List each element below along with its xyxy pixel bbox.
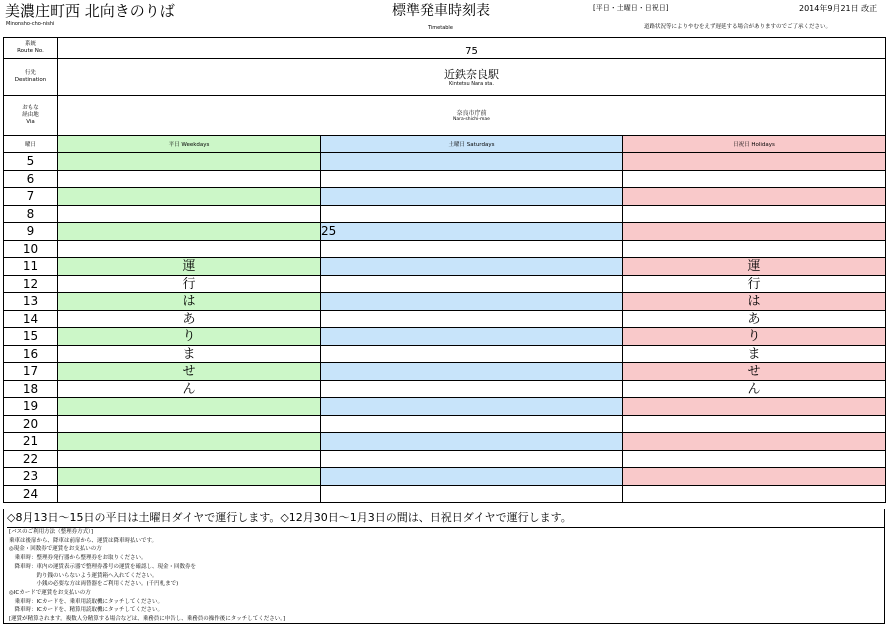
hour-row — [4, 450, 886, 468]
column-header-row — [4, 136, 886, 153]
no-service-char: ん — [182, 381, 196, 397]
saturdays-departures-cell — [321, 205, 623, 223]
weekdays-departures-cell — [58, 240, 321, 258]
hour-label: 22 — [4, 450, 58, 468]
day-types-label: [平日・土曜日・日祝日] — [593, 4, 669, 12]
route-number: 75 — [465, 45, 478, 57]
fare-instructions — [7, 527, 885, 624]
destination-value-cell — [58, 59, 886, 96]
no-service-char: は — [747, 294, 761, 309]
weekdays-departures-cell — [58, 293, 321, 311]
holidays-departures-cell — [623, 153, 886, 171]
saturdays-departures-cell — [321, 363, 623, 381]
route-value-cell — [58, 38, 886, 59]
saturdays-departures-cell — [321, 293, 623, 311]
route-label: 系統 — [24, 41, 36, 47]
hour-label: 24 — [4, 485, 58, 503]
fare-instruction-line: 乗車時：ICカードを、乗車用読取機にタッチしてください。 — [9, 598, 163, 605]
no-service-char: せ — [182, 364, 196, 379]
timetable-table — [3, 37, 886, 503]
holidays-departures-cell — [623, 310, 886, 328]
fare-instruction-line: [運賃が精算されます。複数人分精算する場合などは、乗務員に申告し、乗務員の操作後にタッチしてください。] — [9, 616, 286, 623]
holidays-departures-cell — [623, 380, 886, 398]
no-service-char: せ — [747, 364, 761, 379]
fare-instruction-line: 乗車は後扉から、降車は前扉から、運賃は降車時払いです。 — [9, 537, 158, 544]
weekdays-column-header: 平日 Weekdays — [58, 136, 321, 153]
holidays-departures-cell — [623, 275, 886, 293]
saturdays-departures-cell — [321, 398, 623, 416]
saturdays-departures-cell — [321, 223, 623, 241]
no-service-char: 行 — [747, 276, 761, 292]
holidays-departures-cell — [623, 223, 886, 241]
no-service-char: ん — [747, 381, 761, 397]
hour-label: 16 — [4, 345, 58, 363]
weekdays-departures-cell — [58, 170, 321, 188]
holidays-departures-cell — [623, 188, 886, 206]
weekdays-departures-cell — [58, 345, 321, 363]
via-stop-name-en: Nara-shichi-mae — [453, 116, 490, 122]
hour-row — [4, 363, 886, 381]
hour-row — [4, 468, 886, 486]
holidays-departures-cell — [623, 293, 886, 311]
hour-label: 13 — [4, 293, 58, 311]
page-title: 標準発車時刻表 — [392, 3, 490, 19]
via-label: おもな — [22, 105, 39, 111]
no-service-char: あ — [182, 311, 196, 327]
holidays-departures-cell — [623, 328, 886, 346]
no-service-char: は — [182, 294, 196, 309]
weekdays-departures-cell — [58, 223, 321, 241]
revision-date: 2014年9月21日 改正 — [799, 4, 878, 13]
saturdays-departures-cell — [321, 450, 623, 468]
weekdays-departures-cell — [58, 468, 321, 486]
saturdays-departures-cell — [321, 310, 623, 328]
saturdays-departures-cell — [321, 275, 623, 293]
weekdays-departures-cell — [58, 433, 321, 451]
hour-label: 11 — [4, 258, 58, 276]
saturdays-departures-cell — [321, 380, 623, 398]
no-service-char: ま — [182, 346, 196, 362]
hour-label: 17 — [4, 363, 58, 381]
holidays-departures-cell — [623, 450, 886, 468]
notes-section — [3, 509, 885, 624]
hour-row — [4, 415, 886, 433]
no-service-char: り — [747, 329, 761, 344]
weekdays-departures-cell — [58, 205, 321, 223]
hour-column-header: 曜日 — [4, 136, 58, 153]
fare-instruction-line: ◎ICカードで運賃をお支払いの方 — [9, 589, 91, 596]
route-row — [4, 38, 886, 59]
weekdays-departures-cell — [58, 363, 321, 381]
via-label-2: 経由地 — [22, 112, 39, 118]
hour-row — [4, 240, 886, 258]
no-service-char: あ — [747, 311, 761, 327]
weekdays-departures-cell — [58, 153, 321, 171]
route-label-cell — [4, 38, 58, 59]
fare-instruction-line: 小銭の必要な方は両替器をご利用ください。(千円札まで) — [9, 581, 179, 588]
holidays-departures-cell — [623, 468, 886, 486]
hour-row — [4, 328, 886, 346]
via-value-cell — [58, 96, 886, 136]
weekdays-departures-cell — [58, 328, 321, 346]
hour-row — [4, 433, 886, 451]
hour-label: 12 — [4, 275, 58, 293]
saturdays-departures-cell — [321, 240, 623, 258]
hour-label: 7 — [4, 188, 58, 206]
hour-row — [4, 188, 886, 206]
hour-row — [4, 310, 886, 328]
hour-label: 14 — [4, 310, 58, 328]
hour-row — [4, 153, 886, 171]
weekdays-departures-cell — [58, 275, 321, 293]
holidays-departures-cell — [623, 433, 886, 451]
hour-label: 8 — [4, 205, 58, 223]
weekdays-departures-cell — [58, 450, 321, 468]
hour-row — [4, 205, 886, 223]
hour-label: 19 — [4, 398, 58, 416]
holidays-departures-cell — [623, 415, 886, 433]
hour-label: 5 — [4, 153, 58, 171]
weekdays-departures-cell — [58, 380, 321, 398]
via-row — [4, 96, 886, 136]
saturdays-column-header: 土曜日 Saturdays — [321, 136, 623, 153]
weekdays-departures-cell — [58, 398, 321, 416]
hour-row — [4, 345, 886, 363]
holidays-departures-cell — [623, 398, 886, 416]
holidays-column-header: 日祝日 Holidays — [623, 136, 886, 153]
destination-label: 行先 — [24, 70, 36, 76]
weekdays-departures-cell — [58, 310, 321, 328]
saturdays-departures-cell — [321, 415, 623, 433]
via-stop-name: 奈良市庁前 — [456, 109, 487, 117]
hour-label: 10 — [4, 240, 58, 258]
holidays-departures-cell — [623, 345, 886, 363]
holidays-departures-cell — [623, 240, 886, 258]
holidays-departures-cell — [623, 363, 886, 381]
destination-label-cell — [4, 59, 58, 96]
fare-instruction-line: 降車時：車内の運賃表示器で整理券番号の運賃を確認し、現金・回数券を — [9, 563, 197, 570]
via-label-en: Via — [26, 119, 35, 125]
hour-label: 21 — [4, 433, 58, 451]
saturdays-departures-cell — [321, 153, 623, 171]
saturdays-departures-cell — [321, 258, 623, 276]
holidays-departures-cell — [623, 170, 886, 188]
weekdays-departures-cell — [58, 188, 321, 206]
hour-label: 9 — [4, 223, 58, 241]
no-service-char: ま — [747, 346, 761, 362]
saturdays-departures-cell — [321, 170, 623, 188]
destination-row — [4, 59, 886, 96]
hour-row — [4, 485, 886, 503]
holidays-departures-cell — [623, 258, 886, 276]
hour-row — [4, 380, 886, 398]
stop-name: 美濃庄町西 北向きのりば — [5, 2, 175, 20]
hour-row — [4, 398, 886, 416]
fare-instruction-line: 降車時：ICカードを、精算用読取機にタッチしてください。 — [9, 607, 163, 614]
hour-row — [4, 293, 886, 311]
weekdays-departures-cell — [58, 485, 321, 503]
saturdays-departures-cell — [321, 485, 623, 503]
hour-row — [4, 223, 886, 241]
destination-name-en: Kintetsu Nara sta. — [449, 80, 494, 87]
hour-label: 18 — [4, 380, 58, 398]
destination-name: 近鉄奈良駅 — [444, 67, 499, 81]
hour-label: 23 — [4, 468, 58, 486]
saturdays-departures-cell — [321, 328, 623, 346]
saturdays-departures-cell — [321, 433, 623, 451]
fare-instruction-line: 乗車時：整理券発行器から整理券をお取りください。 — [9, 555, 147, 562]
fare-instruction-line: 釣り銭のいらないよう運賃箱へ入れてください。 — [9, 572, 158, 579]
saturdays-departures-cell — [321, 468, 623, 486]
route-label-en: Route No. — [17, 48, 44, 54]
no-service-char: り — [182, 329, 196, 344]
departure-minutes: 25 — [321, 224, 337, 239]
holidays-departures-cell — [623, 485, 886, 503]
weekdays-departures-cell — [58, 258, 321, 276]
saturdays-departures-cell — [321, 188, 623, 206]
hour-label: 6 — [4, 170, 58, 188]
holiday-schedule-note: ◇8月13日～15日の平日は土曜日ダイヤで運行します。◇12月30日～1月3日の間は、日祝日ダイヤで運行します。 — [7, 511, 572, 524]
timetable-header — [3, 0, 885, 38]
stop-name-roman: Minonsho-cho-nishi — [6, 21, 55, 27]
page-title-en: Timetable — [428, 25, 453, 31]
no-service-char: 運 — [182, 259, 196, 274]
via-label-cell — [4, 96, 58, 136]
saturdays-departures-cell — [321, 345, 623, 363]
hour-label: 15 — [4, 328, 58, 346]
fare-instruction-line: [バスのご利用方法（整理券方式）] — [9, 529, 94, 535]
hour-label: 20 — [4, 415, 58, 433]
hour-row — [4, 170, 886, 188]
holidays-departures-cell — [623, 205, 886, 223]
fare-instruction-line: ◎現金・回数券で運賃をお支払いの方 — [9, 546, 102, 553]
delay-notice: 道路状況等によりやむをえず遅延する場合がありますのでご了承ください。 — [644, 24, 832, 30]
no-service-char: 運 — [747, 259, 761, 274]
hour-row — [4, 275, 886, 293]
destination-label-en: Destination — [14, 77, 47, 83]
no-service-char: 行 — [182, 276, 196, 292]
hour-row — [4, 258, 886, 276]
weekdays-departures-cell — [58, 415, 321, 433]
